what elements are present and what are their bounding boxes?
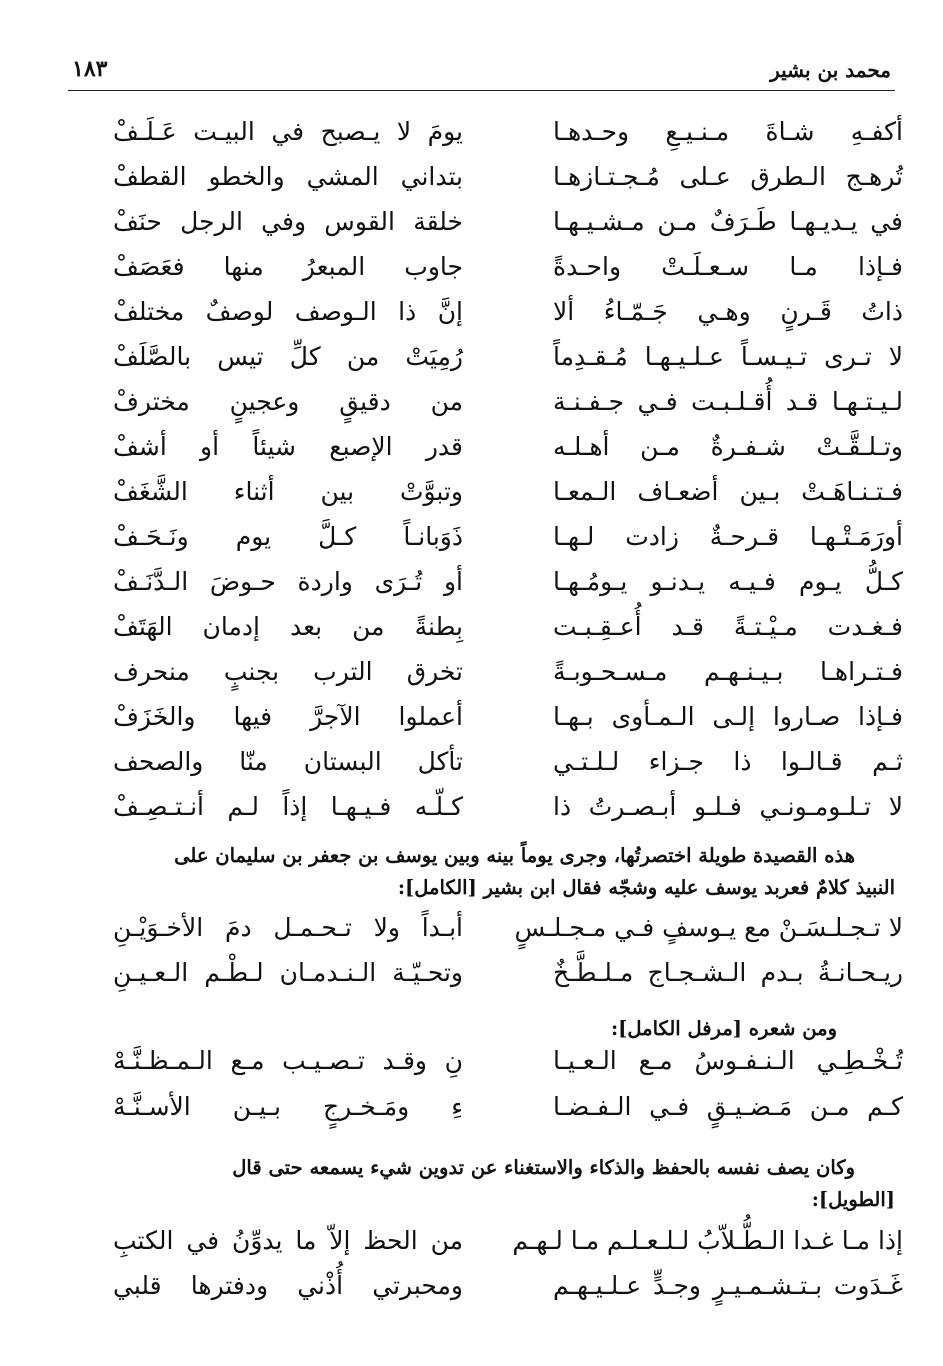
verse-line bbox=[60, 1046, 903, 1090]
verse-line bbox=[60, 657, 903, 701]
verse-sadr: فـتـراهـا بـيـنـهـم مـسـحـوبـةً bbox=[553, 657, 903, 686]
verse-line bbox=[60, 1226, 903, 1270]
verse-sadr: وتـلـقَّـتْ شـفـرةٌ مـن أهـلـه bbox=[553, 432, 903, 461]
prose-line: هذه القصيدة طويلة اختصرتُها، وجرى يوماً بينه وبين يوسف بن جعفر بن سليمان على bbox=[174, 844, 855, 867]
verse-line bbox=[60, 162, 903, 206]
prose-line: النبيذ كلامٌ فعربد يوسف عليه وشجّه فقال ابن بشير [الكامل]: bbox=[397, 876, 895, 899]
verse-ajz: بتداني المشي والخطو القطفْ bbox=[113, 162, 463, 191]
verse-ajz: من الحظ إلاّ ما يدوِّنُ في الكتبِ bbox=[113, 1226, 463, 1255]
verse-line bbox=[60, 792, 903, 836]
verse-line bbox=[60, 913, 903, 957]
verse-line bbox=[60, 612, 903, 656]
verse-ajz: كـلّـه فـيـهـا إذاً لـم أنـتـصِـفْ bbox=[113, 792, 463, 821]
verse-line bbox=[60, 252, 903, 296]
verse-ajz: رُمِيَتْ من كلِّ تيس بالصَّلَفْ bbox=[113, 342, 463, 371]
verse-sadr: ذاتُ قَـرنٍ وهـي جَـمّـاءُ ألا bbox=[553, 297, 903, 326]
verse-sadr: فـإذا مـا سـعـلَـتْ واحـدةً bbox=[553, 252, 903, 281]
prose-line: ومن شعره [مرفل الكامل]: bbox=[610, 1017, 837, 1040]
verse-line bbox=[60, 297, 903, 341]
verse-ajz: من دقيقٍ وعجينٍ مخترفْ bbox=[113, 387, 463, 416]
verse-line bbox=[60, 1092, 903, 1136]
verse-ajz: وتبوَّتْ بين أثناء الشَّغَفْ bbox=[113, 477, 463, 506]
verse-ajz: يومَ لا يـصبح في البيـت عَـلَـفْ bbox=[113, 117, 463, 146]
verse-sadr: تُرهـج الـطرق عـلى مُـجـتـازهـا bbox=[553, 162, 903, 191]
verse-ajz: تخرق الترب بجنبٍ منحرف bbox=[113, 657, 463, 686]
verse-line bbox=[60, 432, 903, 476]
verse-ajz: جاوب المبعرُ منها فعَصَفْ bbox=[113, 252, 463, 281]
verse-sadr: فـتـنـاهَـتْ بـين أضعـاف الـمعـا bbox=[553, 477, 903, 506]
verse-sadr: ثـم قـالـوا ذا جـزاء لـلـتـي bbox=[553, 747, 903, 776]
verse-ajz: خلقة القوس وفي الرجل حنَفْ bbox=[113, 207, 463, 236]
verse-line bbox=[60, 958, 903, 1002]
verse-sadr: لـيـتـهـا قـد أُقـلـبـت فـي جـفـنـة bbox=[553, 387, 903, 416]
verse-ajz: أعملوا الآجرَّ فيها والخَزَفْ bbox=[113, 702, 463, 731]
prose-line: وكان يصف نفسه بالحفظ والذكاء والاستغناء عن تدوين شيء يسمعه حتى قال bbox=[232, 1156, 855, 1179]
verse-line bbox=[60, 387, 903, 431]
verse-sadr: لا تـلـومـونـي فـلـو أبـصـرتُ ذا bbox=[553, 792, 903, 821]
verse-sadr: كـم مـن مَـضـيـقٍ فـي الـفـضـا bbox=[553, 1092, 903, 1121]
verse-ajz: إنَّ ذا الـوصف لوصفٌ مختلفْ bbox=[113, 297, 463, 326]
verse-ajz: أبـداً ولا تـحـمـل دمَ الأخـوَيْـنِ bbox=[113, 913, 463, 942]
verse-sadr: أورَمَـتْـهـا قـرحـةٌ زادت لـهـا bbox=[553, 522, 903, 551]
verse-ajz: أو تُـرَى واردة حـوضَ الـدَّنَـفْ bbox=[113, 567, 463, 596]
prose-line: [الطويل]: bbox=[811, 1188, 895, 1211]
verse-line bbox=[60, 117, 903, 161]
prose-paragraph bbox=[62, 840, 895, 904]
page-header bbox=[68, 50, 895, 91]
verse-line bbox=[60, 747, 903, 791]
verse-line bbox=[60, 207, 903, 251]
verse-sadr: فـإذا صـاروا إلـى الـمـأوى بـهـا bbox=[553, 702, 903, 731]
verse-sadr: تُـخْـطِـي الـنـفـوسُ مـع الـعـيـا bbox=[553, 1046, 903, 1075]
verse-line bbox=[60, 477, 903, 521]
running-title: محمد بن بشير bbox=[770, 58, 891, 82]
verse-line bbox=[60, 1271, 903, 1315]
verse-ajz: وتحـيّـة الـنـدمـان لـطْـم الـعـيـنِ bbox=[113, 958, 463, 987]
verse-sadr: فـغـدت مـيْـتـةً قـد أُعـقِـبـت bbox=[553, 612, 903, 641]
verse-ajz: تأكل البستان منّا والصحف bbox=[113, 747, 463, 776]
verse-ajz: ذَوَبانـاً كـلَّ يوم ونَـحَـفْ bbox=[113, 522, 463, 551]
verse-ajz: نِ وقـد تـصـيـب مـع الـمـظـنَّـهْ bbox=[113, 1046, 463, 1075]
verse-sadr: ريـحـانـةُ بـدم الـشـجـاج مـلـطَّـخٌ bbox=[553, 958, 903, 987]
prose-paragraph bbox=[62, 1152, 895, 1216]
verse-line bbox=[60, 702, 903, 746]
verse-line bbox=[60, 567, 903, 611]
verse-sadr: غَـدَوت بـتـشـمـيـرٍ وجـدٍّ عـلـيـهـم bbox=[553, 1271, 903, 1300]
verse-ajz: قدر الإصبع شيئاً أو أشفْ bbox=[113, 432, 463, 461]
verse-ajz: بِطنةً من بعد إدمان الهَتَفْ bbox=[113, 612, 463, 641]
page-number: ١٨٣ bbox=[72, 56, 108, 82]
verse-sadr: كـلُّ يـوم فـيـه يـدنـو يـومُـهـا bbox=[553, 567, 903, 596]
verse-ajz: ءِ ومَـخـرجٍ بـيـن الأسـنَّـهْ bbox=[113, 1092, 463, 1121]
verse-sadr: في يـديـهـا طَـرَفٌ مـن مـشـيـهـا bbox=[553, 207, 903, 236]
verse-sadr: أكفـهِ شـاةَ مـنـيـعِ وحـدهـا bbox=[553, 117, 903, 146]
verse-sadr: لا تـجـلـسَـنْ مع يـوسفٍ فـي مـجـلـسٍ bbox=[514, 913, 903, 942]
verse-line bbox=[60, 522, 903, 566]
verse-sadr: لا تـرى تـيـسـاً عـلـيـهـا مُـقـدِماً bbox=[553, 342, 903, 371]
verse-sadr: إذا مـا غـدا الـطُّـلاّبُ لـلـعـلـم مـا لـهـم bbox=[512, 1226, 903, 1255]
verse-line bbox=[60, 342, 903, 386]
verse-ajz: ومحبرتي أُذْني ودفترها قلبي bbox=[113, 1271, 463, 1300]
